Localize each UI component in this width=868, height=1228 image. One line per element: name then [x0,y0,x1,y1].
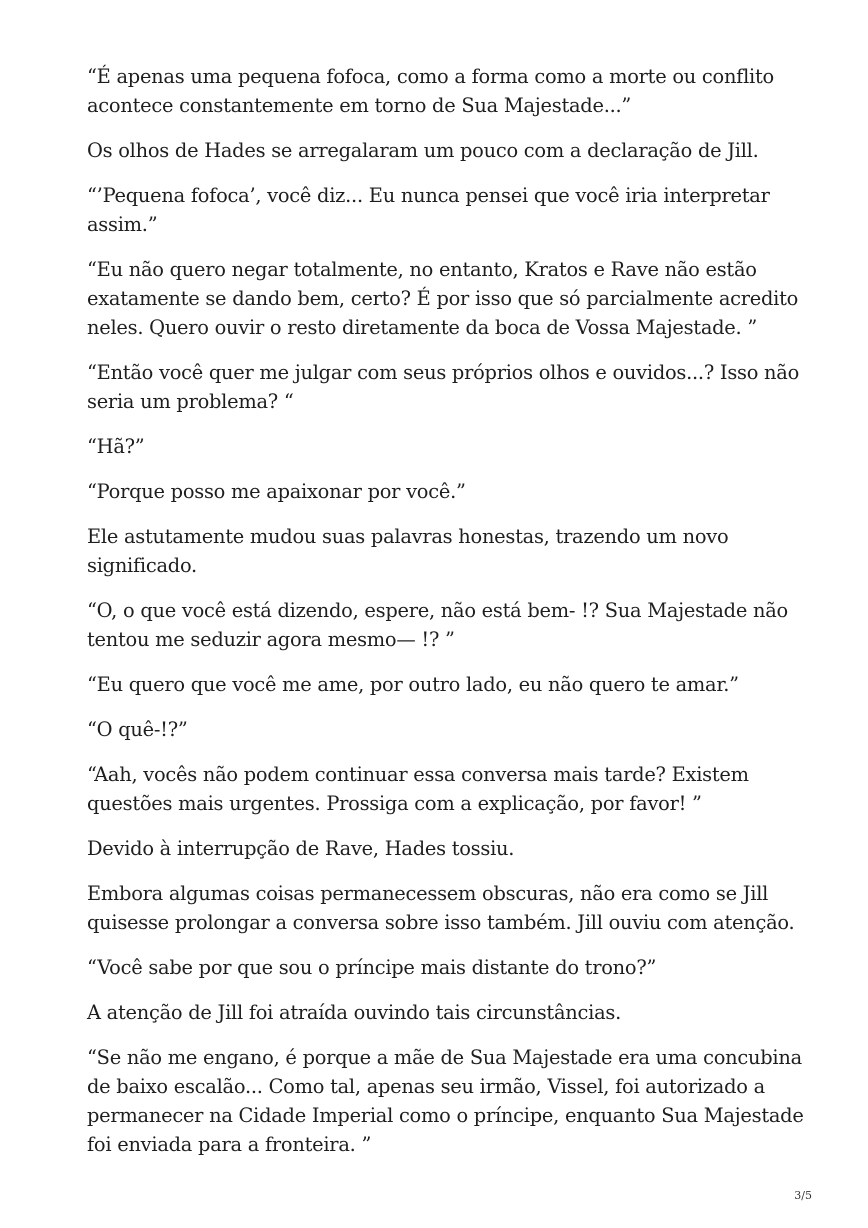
paragraph [87,998,787,1027]
text-line: “Você sabe por que sou o príncipe mais distante do trono?” [87,956,657,979]
text-line: acontece constantemente em torno de Sua Majestade...” [87,94,632,117]
text-line: “Então você quer me julgar com seus próprios olhos e ouvidos...? Isso não [87,361,800,384]
paragraph [87,136,787,165]
text-line: neles. Quero ouvir o resto diretamente da boca de Vossa Majestade. ” [87,316,758,339]
text-line: exatamente se dando bem, certo? É por isso que só parcialmente acredito [87,287,799,310]
paragraph [87,715,787,744]
text-line: “O, o que você está dizendo, espere, não está bem- !? Sua Majestade não [87,599,788,622]
text-line: “Porque posso me apaixonar por você.” [87,480,466,503]
paragraph [87,879,795,937]
paragraph [87,834,787,863]
paragraph [87,760,787,818]
text-line: tentou me seduzir agora mesmo— !? ” [87,628,455,651]
text-line: Embora algumas coisas permanecessem obscuras, não era como se Jill [87,882,769,905]
text-line: Ele astutamente mudou suas palavras honestas, trazendo um novo [87,525,729,548]
text-line: significado. [87,554,197,577]
paragraph [87,522,787,580]
paragraph [87,1043,804,1159]
text-line: “Eu quero que você me ame, por outro lado, eu não quero te amar.” [87,673,739,696]
text-line: Devido à interrupção de Rave, Hades tossiu. [87,837,515,860]
paragraph [87,670,787,699]
text-line: “Eu não quero negar totalmente, no entanto, Kratos e Rave não estão [87,258,757,281]
text-line: “’Pequena fofoca’, você diz... Eu nunca pensei que você iria interpretar [87,184,770,207]
document-body [87,62,804,1175]
text-line: “Hã?” [87,435,145,458]
page-number: 3/5 [794,1189,812,1202]
text-line: “O quê-!?” [87,718,188,741]
paragraph [87,62,787,120]
paragraph [87,953,787,982]
paragraph [87,596,787,654]
text-line: seria um problema? “ [87,390,294,413]
paragraph [87,181,787,239]
text-line: questões mais urgentes. Prossiga com a explicação, por favor! ” [87,792,702,815]
text-line: Os olhos de Hades se arregalaram um pouco com a declaração de Jill. [87,139,759,162]
paragraph [87,432,787,461]
text-line: assim.” [87,213,158,236]
text-line: de baixo escalão... Como tal, apenas seu irmão, Vissel, foi autorizado a [87,1075,765,1098]
text-line: foi enviada para a fronteira. ” [87,1133,372,1156]
text-line: quisesse prolongar a conversa sobre isso também. Jill ouviu com atenção. [87,911,795,934]
text-line: “Aah, vocês não podem continuar essa conversa mais tarde? Existem [87,763,749,786]
text-line: “Se não me engano, é porque a mãe de Sua Majestade era uma concubina [87,1046,802,1069]
text-line: A atenção de Jill foi atraída ouvindo tais circunstâncias. [87,1001,621,1024]
paragraph [87,477,787,506]
text-line: permanecer na Cidade Imperial como o príncipe, enquanto Sua Majestade [87,1104,804,1127]
paragraph [87,255,799,342]
text-line: “É apenas uma pequena fofoca, como a forma como a morte ou conflito [87,65,774,88]
paragraph [87,358,800,416]
